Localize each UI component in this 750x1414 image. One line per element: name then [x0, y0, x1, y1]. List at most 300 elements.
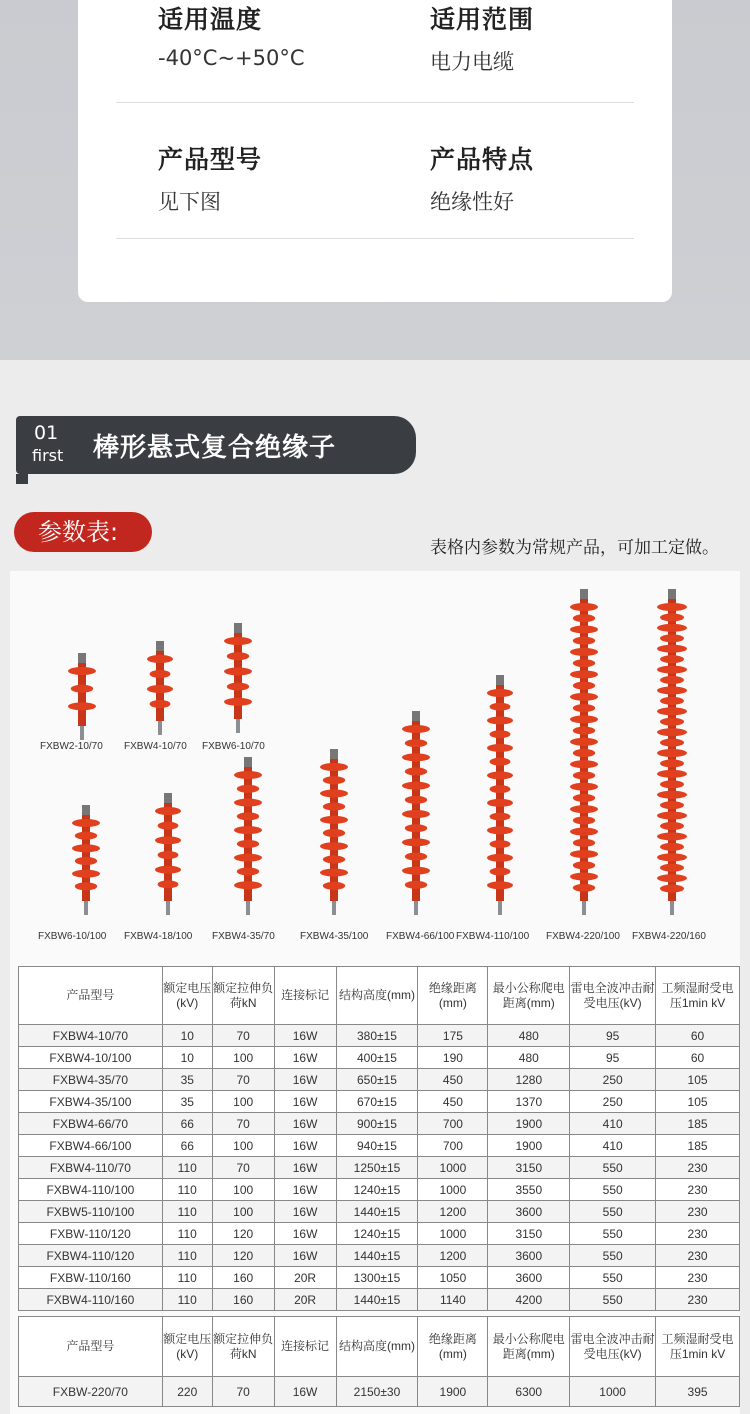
table-cell: 6300: [488, 1377, 570, 1407]
table-cell: 110: [162, 1201, 212, 1223]
table-cell: FXBW4-66/100: [19, 1135, 163, 1157]
insulator-shed: [487, 771, 513, 779]
table-cell: 95: [570, 1025, 656, 1047]
table-cell: 1900: [488, 1113, 570, 1135]
table-cell: 35: [162, 1069, 212, 1091]
insulator-shed: [320, 869, 348, 877]
insulator-top-fitting: [412, 711, 420, 721]
table-cell: 1140: [418, 1289, 488, 1311]
insulator-shed: [660, 718, 684, 726]
insulator-shed: [158, 880, 179, 888]
insulator-shed: [234, 771, 262, 779]
insulator-shed: [573, 704, 595, 712]
table-cell: 66: [162, 1113, 212, 1135]
table-cell: 550: [570, 1157, 656, 1179]
table-cell: 1300±15: [336, 1267, 418, 1289]
table-cell: 250: [570, 1069, 656, 1091]
table-cell: 110: [162, 1179, 212, 1201]
insulator-shed: [570, 693, 598, 701]
insulator: [68, 653, 96, 740]
spec-key: 产品特点: [430, 145, 535, 174]
insulator-bottom-fitting: [332, 901, 336, 915]
insulator-label: FXBW2-10/70: [40, 741, 103, 752]
insulator-shed: [224, 637, 252, 645]
table-cell: FXBW4-110/70: [19, 1157, 163, 1179]
table-cell: 110: [162, 1157, 212, 1179]
insulator-shed: [660, 697, 684, 705]
column-header: 最小公称爬电距离(mm): [488, 967, 570, 1025]
insulator-shed: [573, 771, 595, 779]
insulator-shed: [147, 655, 173, 663]
insulator: [570, 589, 598, 915]
table-cell: 70: [212, 1157, 274, 1179]
insulator-shed: [320, 763, 348, 771]
column-header: 产品型号: [19, 1317, 163, 1377]
table-cell: 450: [418, 1069, 488, 1091]
table-cell: 3150: [488, 1223, 570, 1245]
table-cell: 3600: [488, 1201, 570, 1223]
insulator: [72, 805, 100, 915]
table-cell: 110: [162, 1245, 212, 1267]
insulator-shed: [573, 816, 595, 824]
insulator-shed: [237, 812, 259, 820]
column-header: 工频湿耐受电压1min kV: [656, 967, 740, 1025]
table-cell: 4200: [488, 1289, 570, 1311]
insulator-shed: [323, 829, 345, 837]
table-cell: 230: [656, 1245, 740, 1267]
insulator-shed: [573, 637, 595, 645]
table-cell: 16W: [274, 1025, 336, 1047]
insulator-bottom-fitting: [246, 901, 250, 915]
table-cell: 700: [418, 1113, 488, 1135]
table-cell: 1240±15: [336, 1179, 418, 1201]
table-row: [19, 1025, 740, 1047]
table-cell: FXBW4-110/160: [19, 1289, 163, 1311]
insulator-shed: [320, 842, 348, 850]
table-cell: 70: [212, 1113, 274, 1135]
table-cell: FXBW-110/160: [19, 1267, 163, 1289]
insulator-bottom-fitting: [158, 721, 162, 735]
spec-scope: [430, 0, 534, 76]
spec-card: [78, 0, 672, 302]
spec-key: 适用温度: [158, 5, 263, 34]
table-cell: 1280: [488, 1069, 570, 1091]
divider: [116, 102, 634, 103]
insulator-shed: [224, 667, 252, 675]
insulator-shed: [150, 700, 171, 708]
insulator-shed: [570, 828, 598, 836]
table-cell: 185: [656, 1135, 740, 1157]
insulator-top-fitting: [78, 653, 86, 663]
table-cell: 395: [656, 1377, 740, 1407]
insulator-shed: [573, 749, 595, 757]
table-cell: 70: [212, 1377, 274, 1407]
table-cell: 410: [570, 1135, 656, 1157]
table-cell: FXBW-220/70: [19, 1377, 163, 1407]
insulator-shed: [570, 873, 598, 881]
spec-feature: [430, 140, 534, 216]
table-cell: 20R: [274, 1289, 336, 1311]
insulator: [155, 793, 181, 915]
table-cell: 550: [570, 1223, 656, 1245]
insulator-label: FXBW4-66/100: [386, 931, 455, 942]
column-header: 产品型号: [19, 967, 163, 1025]
insulator-shed: [660, 843, 684, 851]
column-header: 工频湿耐受电压1min kV: [656, 1317, 740, 1377]
insulator-shed: [573, 839, 595, 847]
table-cell: 120: [212, 1245, 274, 1267]
insulator-shed: [323, 803, 345, 811]
column-header: 绝缘距离(mm): [418, 1317, 488, 1377]
table-cell: 16W: [274, 1179, 336, 1201]
insulator-shed: [72, 844, 100, 852]
insulator-shed: [570, 670, 598, 678]
section-title: 棒形悬式复合绝缘子: [93, 433, 337, 463]
table-cell: 1900: [488, 1135, 570, 1157]
insulator-shed: [402, 725, 430, 733]
table-row: [19, 1179, 740, 1201]
insulator-shed: [234, 881, 262, 889]
table-cell: 160: [212, 1267, 274, 1289]
insulator-label: FXBW6-10/70: [202, 741, 265, 752]
spec-table-2: [18, 1316, 740, 1407]
table-cell: 2150±30: [336, 1377, 418, 1407]
table-cell: FXBW4-110/100: [19, 1179, 163, 1201]
insulator-shed: [72, 819, 100, 827]
insulator-shed: [657, 791, 687, 799]
insulator-shed: [573, 861, 595, 869]
insulator-shed: [490, 840, 511, 848]
insulator-shed: [657, 624, 687, 632]
table-cell: 3600: [488, 1267, 570, 1289]
table-cell: 110: [162, 1223, 212, 1245]
insulator-shed: [487, 716, 513, 724]
insulator-top-fitting: [156, 641, 164, 651]
insulator-label: FXBW4-18/100: [124, 931, 193, 942]
column-header: 额定拉伸负荷kN: [212, 967, 274, 1025]
table-row: [19, 1135, 740, 1157]
insulator-shed: [570, 783, 598, 791]
table-cell: FXBW4-35/100: [19, 1091, 163, 1113]
insulator-shed: [71, 685, 93, 693]
insulator-shed: [660, 864, 684, 872]
insulator-shed: [147, 685, 173, 693]
table-row: [19, 1091, 740, 1113]
insulator-shed: [657, 666, 687, 674]
insulator-shed: [75, 882, 97, 890]
insulator-shed: [487, 689, 513, 697]
table-cell: 60: [656, 1025, 740, 1047]
insulator-shed: [657, 812, 687, 820]
table-cell: FXBW4-66/70: [19, 1113, 163, 1135]
insulator-shed: [570, 715, 598, 723]
insulator-shed: [573, 682, 595, 690]
table-cell: 550: [570, 1267, 656, 1289]
insulator-label: FXBW4-10/70: [124, 741, 187, 752]
insulator-shed: [227, 683, 249, 691]
insulator-shed: [657, 707, 687, 715]
insulator-shed: [323, 776, 345, 784]
table-cell: 16W: [274, 1091, 336, 1113]
insulator-shed: [75, 857, 97, 865]
spec-key: 适用范围: [430, 5, 535, 34]
insulator-shed: [573, 659, 595, 667]
column-header: 额定电压(kV): [162, 967, 212, 1025]
insulator-shed: [657, 645, 687, 653]
table-cell: 100: [212, 1179, 274, 1201]
column-header: 连接标记: [274, 1317, 336, 1377]
table-cell: 400±15: [336, 1047, 418, 1069]
table-cell: 1250±15: [336, 1157, 418, 1179]
table-cell: 16W: [274, 1135, 336, 1157]
table-cell: 10: [162, 1047, 212, 1069]
insulator-shed: [323, 855, 345, 863]
insulator-shed: [660, 613, 684, 621]
insulator-shed: [237, 840, 259, 848]
table-cell: 1200: [418, 1201, 488, 1223]
table-cell: 380±15: [336, 1025, 418, 1047]
insulator-shed: [405, 768, 427, 776]
table-cell: 120: [212, 1223, 274, 1245]
insulator-shed: [570, 603, 598, 611]
insulator-shed: [657, 686, 687, 694]
insulator-shed: [660, 885, 684, 893]
insulator-shed: [320, 789, 348, 797]
table-header-row: [19, 1317, 740, 1377]
insulator-shed: [237, 785, 259, 793]
table-cell: 16W: [274, 1201, 336, 1223]
insulator-shed: [487, 744, 513, 752]
table-cell: 940±15: [336, 1135, 418, 1157]
table-cell: 250: [570, 1091, 656, 1113]
insulator-shed: [150, 670, 171, 678]
column-header: 连接标记: [274, 967, 336, 1025]
table-cell: 185: [656, 1113, 740, 1135]
insulator-shed: [657, 728, 687, 736]
insulator-top-fitting: [330, 749, 338, 759]
table-cell: 100: [212, 1047, 274, 1069]
insulator-shed: [487, 854, 513, 862]
insulator-top-fitting: [668, 589, 676, 599]
table-cell: 550: [570, 1289, 656, 1311]
insulator-shed: [155, 836, 181, 844]
table-cell: 1440±15: [336, 1289, 418, 1311]
insulator-shed: [490, 730, 511, 738]
insulator-shed: [660, 822, 684, 830]
insulator-shed: [158, 851, 179, 859]
insulator-shed: [570, 805, 598, 813]
table-cell: 3550: [488, 1179, 570, 1201]
insulator-shed: [323, 882, 345, 890]
insulator: [234, 757, 262, 915]
table-cell: 10: [162, 1025, 212, 1047]
insulator-shed: [405, 853, 427, 861]
insulator-shed: [570, 760, 598, 768]
column-header: 绝缘距离(mm): [418, 967, 488, 1025]
insulator-shed: [660, 759, 684, 767]
table-cell: 3600: [488, 1245, 570, 1267]
table-cell: 1440±15: [336, 1201, 418, 1223]
insulator-shed: [155, 866, 181, 874]
table-row: [19, 1113, 740, 1135]
insulator-shed: [234, 826, 262, 834]
insulator-illustration: [10, 571, 740, 966]
table-cell: 160: [212, 1289, 274, 1311]
insulator-shed: [402, 810, 430, 818]
insulator-top-fitting: [234, 623, 242, 633]
insulator-shed: [570, 850, 598, 858]
column-header: 雷电全波冲击耐受电压(kV): [570, 1317, 656, 1377]
column-header: 结构高度(mm): [336, 967, 418, 1025]
table-cell: 230: [656, 1267, 740, 1289]
table-cell: 1000: [418, 1223, 488, 1245]
table-cell: 3150: [488, 1157, 570, 1179]
insulator-shed: [405, 739, 427, 747]
table-cell: 1440±15: [336, 1245, 418, 1267]
table-cell: 650±15: [336, 1069, 418, 1091]
insulator-shed: [402, 838, 430, 846]
insulator-shed: [570, 625, 598, 633]
table-cell: 900±15: [336, 1113, 418, 1135]
table-cell: 16W: [274, 1113, 336, 1135]
column-header: 额定电压(kV): [162, 1317, 212, 1377]
column-header: 结构高度(mm): [336, 1317, 418, 1377]
insulator-shed: [573, 727, 595, 735]
insulator-shed: [234, 799, 262, 807]
table-cell: 1240±15: [336, 1223, 418, 1245]
insulator-bottom-fitting: [80, 726, 84, 740]
insulator: [147, 641, 173, 735]
spec-key: 产品型号: [158, 145, 263, 174]
table-cell: 66: [162, 1135, 212, 1157]
table-cell: 20R: [274, 1267, 336, 1289]
table-cell: 220: [162, 1377, 212, 1407]
table-cell: 1050: [418, 1267, 488, 1289]
spec-value: 绝缘性好: [430, 190, 514, 214]
insulator-bottom-fitting: [498, 901, 502, 915]
column-header: 雷电全波冲击耐受电压(kV): [570, 967, 656, 1025]
insulator-shed: [660, 801, 684, 809]
table-cell: 1000: [418, 1179, 488, 1201]
table-cell: 1000: [418, 1157, 488, 1179]
insulator-top-fitting: [580, 589, 588, 599]
table-row: [19, 1377, 740, 1407]
table-cell: 230: [656, 1201, 740, 1223]
table-cell: FXBW-110/120: [19, 1223, 163, 1245]
insulator-shed: [402, 782, 430, 790]
insulator-label: FXBW4-110/100: [456, 931, 530, 942]
insulator-shed: [573, 794, 595, 802]
table-cell: FXBW4-35/70: [19, 1069, 163, 1091]
table-cell: 60: [656, 1047, 740, 1069]
table-cell: FXBW4-10/100: [19, 1047, 163, 1069]
table-cell: 550: [570, 1201, 656, 1223]
table-row: [19, 1223, 740, 1245]
insulator-label: FXBW4-220/100: [546, 931, 620, 942]
spec-value: 电力电缆: [430, 50, 514, 74]
table-cell: FXBW4-10/70: [19, 1025, 163, 1047]
column-header: 额定拉伸负荷kN: [212, 1317, 274, 1377]
insulator-shed: [657, 749, 687, 757]
insulator-shed: [155, 807, 181, 815]
insulator-shed: [570, 648, 598, 656]
table-cell: 100: [212, 1091, 274, 1113]
insulator-shed: [405, 824, 427, 832]
table-cell: 1370: [488, 1091, 570, 1113]
column-header: 最小公称爬电距离(mm): [488, 1317, 570, 1377]
insulator-bottom-fitting: [166, 901, 170, 915]
table-row: [19, 1245, 740, 1267]
insulator-top-fitting: [164, 793, 172, 803]
insulator-shed: [68, 702, 96, 710]
table-header-row: [19, 967, 740, 1025]
table-cell: 100: [212, 1135, 274, 1157]
table-cell: 70: [212, 1069, 274, 1091]
table-cell: 450: [418, 1091, 488, 1113]
table-cell: 16W: [274, 1157, 336, 1179]
section-first-label: first: [32, 446, 64, 465]
insulator: [402, 711, 430, 915]
insulator-shed: [660, 739, 684, 747]
insulator-shed: [402, 867, 430, 875]
insulator: [320, 749, 348, 915]
param-badge: 参数表:: [14, 512, 152, 552]
insulator: [224, 623, 252, 733]
table-cell: 105: [656, 1091, 740, 1113]
table-cell: 230: [656, 1289, 740, 1311]
insulator-shed: [570, 738, 598, 746]
table-row: [19, 1201, 740, 1223]
insulator-top-fitting: [82, 805, 90, 815]
table-cell: 230: [656, 1157, 740, 1179]
table-row: [19, 1289, 740, 1311]
table-cell: 480: [488, 1047, 570, 1069]
insulator-shed: [657, 874, 687, 882]
insulator-shed: [660, 780, 684, 788]
table-cell: 1200: [418, 1245, 488, 1267]
insulator-shed: [660, 634, 684, 642]
table-cell: 35: [162, 1091, 212, 1113]
insulator-label: FXBW4-35/70: [212, 931, 275, 942]
insulator-shed: [490, 785, 511, 793]
insulator-label: FXBW6-10/100: [38, 931, 107, 942]
table-cell: 550: [570, 1245, 656, 1267]
table-cell: 230: [656, 1223, 740, 1245]
table-cell: 550: [570, 1179, 656, 1201]
divider: [116, 238, 634, 239]
spec-table: [18, 966, 740, 1311]
insulator-shed: [573, 614, 595, 622]
insulator-shed: [660, 655, 684, 663]
table-cell: 110: [162, 1267, 212, 1289]
insulator-bottom-fitting: [582, 901, 586, 915]
insulator-shed: [224, 698, 252, 706]
insulator-bottom-fitting: [236, 719, 240, 733]
table-cell: 410: [570, 1113, 656, 1135]
table-cell: FXBW4-110/120: [19, 1245, 163, 1267]
table-cell: 1000: [570, 1377, 656, 1407]
insulator-shed: [405, 796, 427, 804]
table-row: [19, 1047, 740, 1069]
table-cell: 16W: [274, 1069, 336, 1091]
section-header: [16, 416, 416, 474]
insulator-shed: [657, 832, 687, 840]
insulator-shed: [237, 867, 259, 875]
table-cell: 16W: [274, 1245, 336, 1267]
insulator-shed: [402, 753, 430, 761]
table-cell: 70: [212, 1025, 274, 1047]
spec-model: [158, 140, 262, 216]
